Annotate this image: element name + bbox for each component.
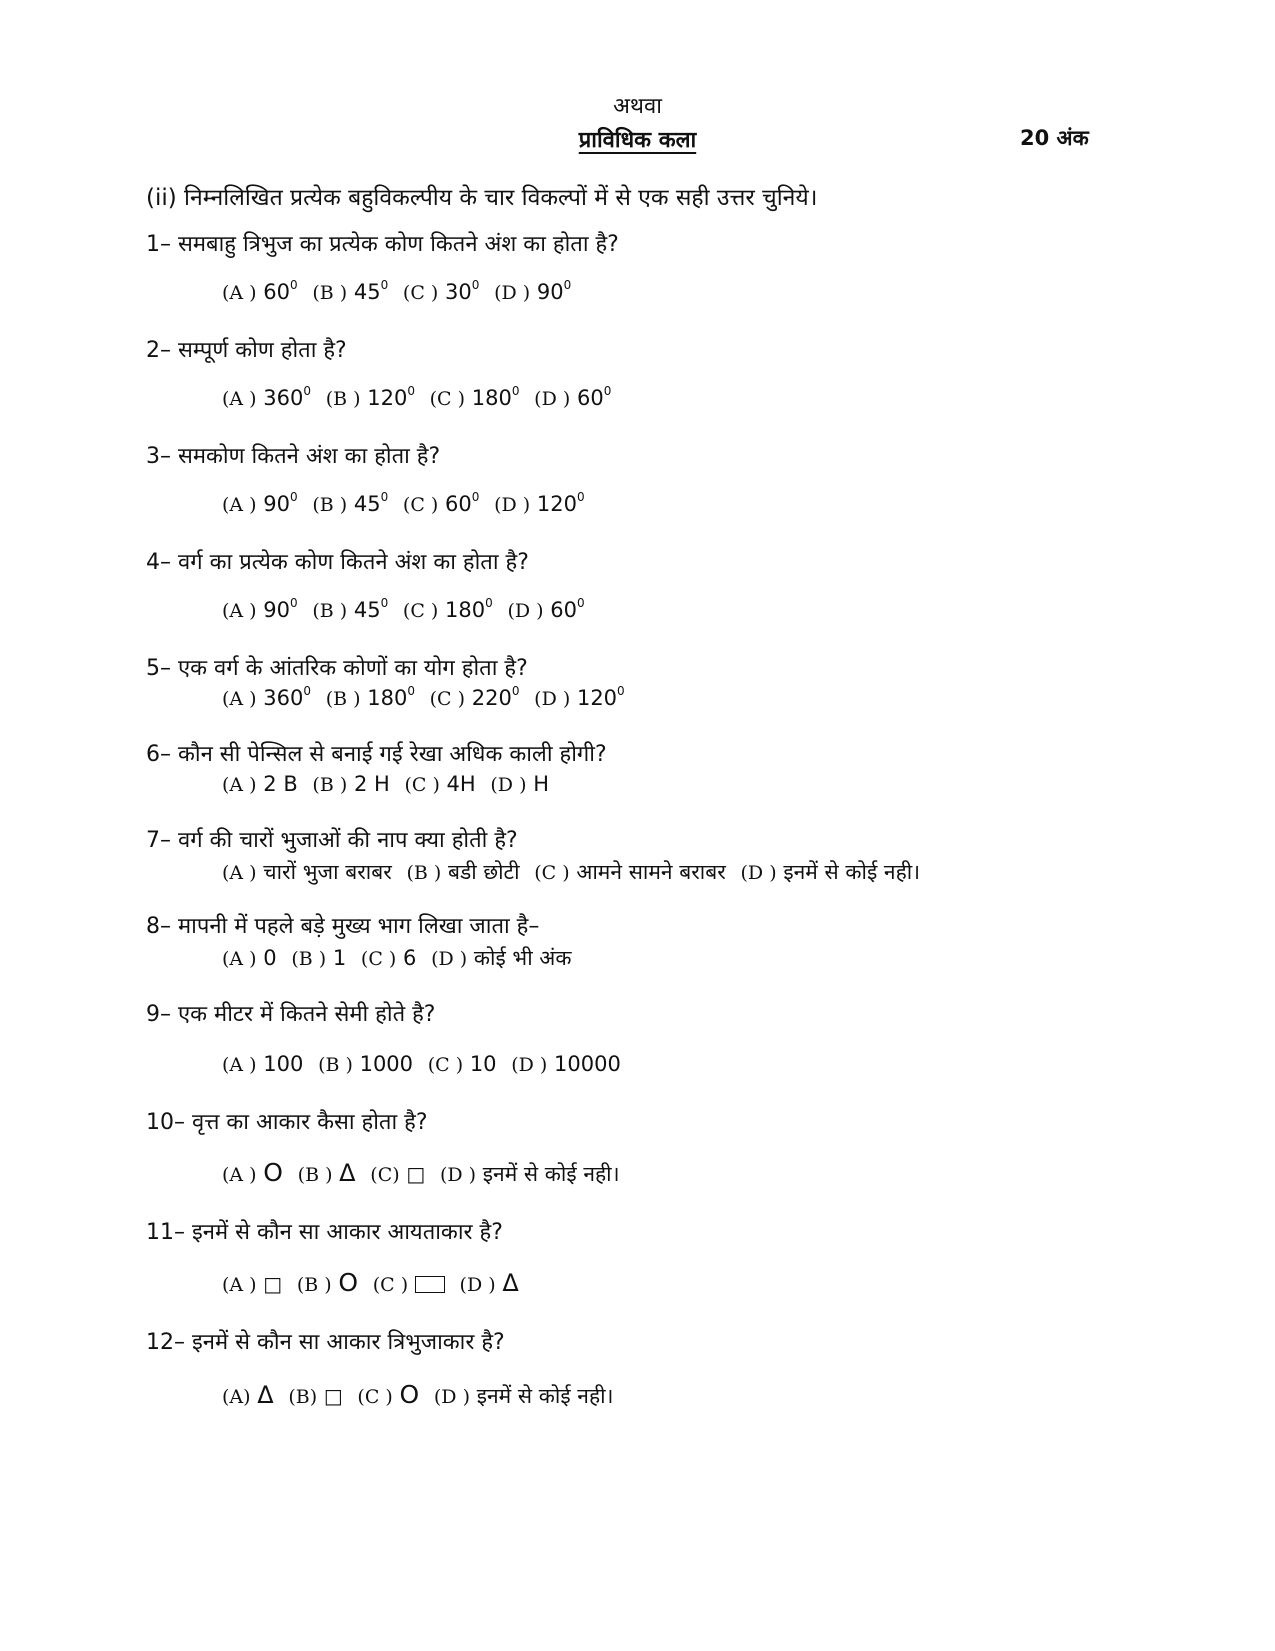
- option-a-value: 2 B: [263, 772, 298, 796]
- option-a-value: $90^0$: [263, 596, 298, 622]
- option-a-label: (A ): [222, 494, 257, 516]
- option-d-label: (D ): [494, 494, 531, 516]
- option-a-value: 100: [263, 1052, 304, 1076]
- question-10-options: [222, 1158, 628, 1188]
- option-c-label: (C): [370, 1164, 400, 1186]
- question-3-text: 3– समकोण कितने अंश का होता है?: [146, 444, 441, 469]
- option-a-label: (A ): [222, 1054, 257, 1076]
- option-c-label: (C ): [427, 1054, 464, 1076]
- option-b-label: (B ): [312, 774, 348, 796]
- question-9-text: 9– एक मीटर में कितने सेमी होते है?: [146, 1002, 436, 1027]
- question-7-options: [222, 858, 928, 886]
- square-icon: □: [323, 1384, 343, 1408]
- option-c-value: $180^0$: [471, 384, 520, 410]
- question-4-options: [222, 598, 593, 622]
- option-b-label: (B ): [296, 1274, 332, 1296]
- option-d-label: (D ): [494, 282, 531, 304]
- option-a-label: (A ): [222, 600, 257, 622]
- instruction-text: (ii) निम्नलिखित प्रत्येक बहुविकल्पीय के चार विकल्पों में से एक सही उत्तर चुनिये।: [146, 185, 818, 211]
- triangle-icon: Δ: [257, 1381, 274, 1409]
- option-c-value: 4H: [446, 772, 476, 796]
- option-a-value: $360^0$: [263, 384, 312, 410]
- question-6-text: 6– कौन सी पेन्सिल से बनाई गई रेखा अधिक काली होगी?: [146, 742, 607, 767]
- option-d-value: इनमें से कोई नही।: [783, 860, 921, 884]
- option-a-value: $60^0$: [263, 278, 298, 304]
- question-12-options: [222, 1380, 622, 1410]
- option-b-value: 1: [332, 946, 347, 970]
- option-a-value: चारों भुजा बराबर: [263, 860, 392, 884]
- option-c-label: (C ): [534, 862, 570, 884]
- option-d-value: इनमें से कोई नही।: [476, 1384, 614, 1408]
- option-b-value: 2 H: [353, 772, 390, 796]
- option-b-value: $45^0$: [353, 490, 389, 516]
- triangle-icon: Δ: [339, 1159, 356, 1187]
- question-12-text: 12– इनमें से कौन सा आकार त्रिभुजाकार है?: [146, 1330, 505, 1355]
- option-d-label: (D ): [490, 774, 527, 796]
- marks-label: 20 अंक: [1020, 126, 1089, 150]
- option-b-label: (B ): [325, 388, 361, 410]
- option-b-value: $45^0$: [353, 278, 389, 304]
- question-4-text: 4– वर्ग का प्रत्येक कोण कितने अंश का होता है?: [146, 550, 529, 575]
- option-a-label: (A ): [222, 774, 257, 796]
- option-b-label: (B ): [312, 282, 348, 304]
- option-c-value: $30^0$: [445, 278, 480, 304]
- option-d-value: $60^0$: [576, 384, 612, 410]
- question-10-text: 10– वृत्त का आकार कैसा होता है?: [146, 1110, 428, 1135]
- option-a-label: (A ): [222, 1274, 257, 1296]
- option-a-value: $90^0$: [263, 490, 298, 516]
- option-d-value: $120^0$: [536, 490, 585, 516]
- option-d-value: H: [533, 772, 549, 796]
- option-c-label: (C ): [429, 388, 466, 410]
- option-a-label: (A ): [222, 948, 257, 970]
- option-b-label: (B): [288, 1386, 318, 1408]
- option-c-value: $60^0$: [445, 490, 480, 516]
- option-c-label: (C ): [402, 600, 439, 622]
- option-d-value: $60^0$: [550, 596, 585, 622]
- square-icon: □: [263, 1272, 283, 1296]
- question-1-text: 1– समबाहु त्रिभुज का प्रत्येक कोण कितने अंश का होता है?: [146, 232, 619, 257]
- option-a-label: (A ): [222, 1164, 257, 1186]
- question-2-text: 2– सम्पूर्ण कोण होता है?: [146, 338, 347, 363]
- question-11-options: [222, 1268, 527, 1297]
- option-c-label: (C ): [357, 1386, 393, 1408]
- option-d-value: $120^0$: [576, 684, 625, 710]
- option-c-label: (C ): [402, 494, 439, 516]
- option-a-label: (A ): [222, 688, 257, 710]
- question-7-text: 7– वर्ग की चारों भुजाओं की नाप क्या होती है?: [146, 828, 518, 853]
- option-d-label: (D ): [740, 862, 777, 884]
- option-c-label: (C ): [372, 1274, 409, 1296]
- option-b-label: (B ): [406, 862, 442, 884]
- option-a-value: $360^0$: [263, 684, 312, 710]
- rectangle-icon: [415, 1272, 445, 1296]
- question-9-options: [222, 1052, 629, 1076]
- option-d-value: $90^0$: [536, 278, 572, 304]
- option-d-label: (D ): [507, 600, 544, 622]
- option-c-value: 10: [469, 1052, 497, 1076]
- option-b-value: 1000: [359, 1052, 414, 1076]
- option-b-value: $120^0$: [367, 384, 415, 410]
- question-2-options: [222, 386, 619, 410]
- triangle-icon: Δ: [502, 1269, 519, 1297]
- section-title: प्राविधिक कला: [578, 128, 697, 153]
- question-5-text: 5– एक वर्ग के आंतरिक कोणों का योग होता है?: [146, 656, 528, 681]
- option-d-label: (D ): [431, 948, 468, 970]
- option-a-value: 0: [263, 946, 277, 970]
- option-b-label: (B ): [312, 600, 348, 622]
- option-d-label: (D ): [433, 1386, 470, 1408]
- option-d-label: (D ): [439, 1164, 477, 1186]
- circle-icon: O: [338, 1268, 359, 1297]
- option-c-label: (C ): [402, 282, 439, 304]
- option-b-label: (B ): [297, 1164, 333, 1186]
- question-1-options: [222, 280, 579, 304]
- option-d-label: (D ): [459, 1274, 496, 1296]
- option-d-label: (D ): [511, 1054, 548, 1076]
- option-c-label: (C ): [429, 688, 466, 710]
- option-c-label: (C ): [360, 948, 397, 970]
- option-d-value: 10000: [554, 1052, 621, 1076]
- question-6-options: [222, 772, 557, 796]
- question-8-text: 8– मापनी में पहले बड़े मुख्य भाग लिखा जाता है–: [146, 914, 540, 939]
- option-a-label: (A ): [222, 282, 257, 304]
- option-a-label: (A ): [222, 388, 257, 410]
- option-b-label: (B ): [318, 1054, 353, 1076]
- option-c-value: आमने सामने बराबर: [576, 860, 726, 884]
- option-c-label: (C ): [404, 774, 440, 796]
- option-b-label: (B ): [291, 948, 327, 970]
- option-c-value: 6: [403, 946, 417, 970]
- question-3-options: [222, 492, 593, 516]
- or-label: अथवा: [613, 94, 662, 119]
- option-c-value: $180^0$: [445, 596, 493, 622]
- question-11-text: 11– इनमें से कौन सा आकार आयताकार है?: [146, 1220, 503, 1245]
- option-b-value: $180^0$: [367, 684, 415, 710]
- square-icon: □: [406, 1162, 426, 1186]
- option-b-label: (B ): [325, 688, 361, 710]
- option-d-label: (D ): [534, 388, 571, 410]
- option-d-value: इनमें से कोई नही।: [482, 1162, 620, 1186]
- option-b-label: (B ): [312, 494, 348, 516]
- question-5-options: [222, 686, 633, 710]
- option-b-value: $45^0$: [353, 596, 389, 622]
- option-c-value: $220^0$: [471, 684, 520, 710]
- option-d-label: (D ): [534, 688, 571, 710]
- option-b-value: बडी छोटी: [448, 860, 520, 884]
- circle-icon: O: [399, 1380, 420, 1409]
- option-d-value: कोई भी अंक: [473, 946, 572, 970]
- option-a-label: (A): [222, 1386, 251, 1408]
- circle-icon: O: [263, 1158, 283, 1187]
- option-a-label: (A ): [222, 862, 257, 884]
- question-8-options: [222, 944, 579, 972]
